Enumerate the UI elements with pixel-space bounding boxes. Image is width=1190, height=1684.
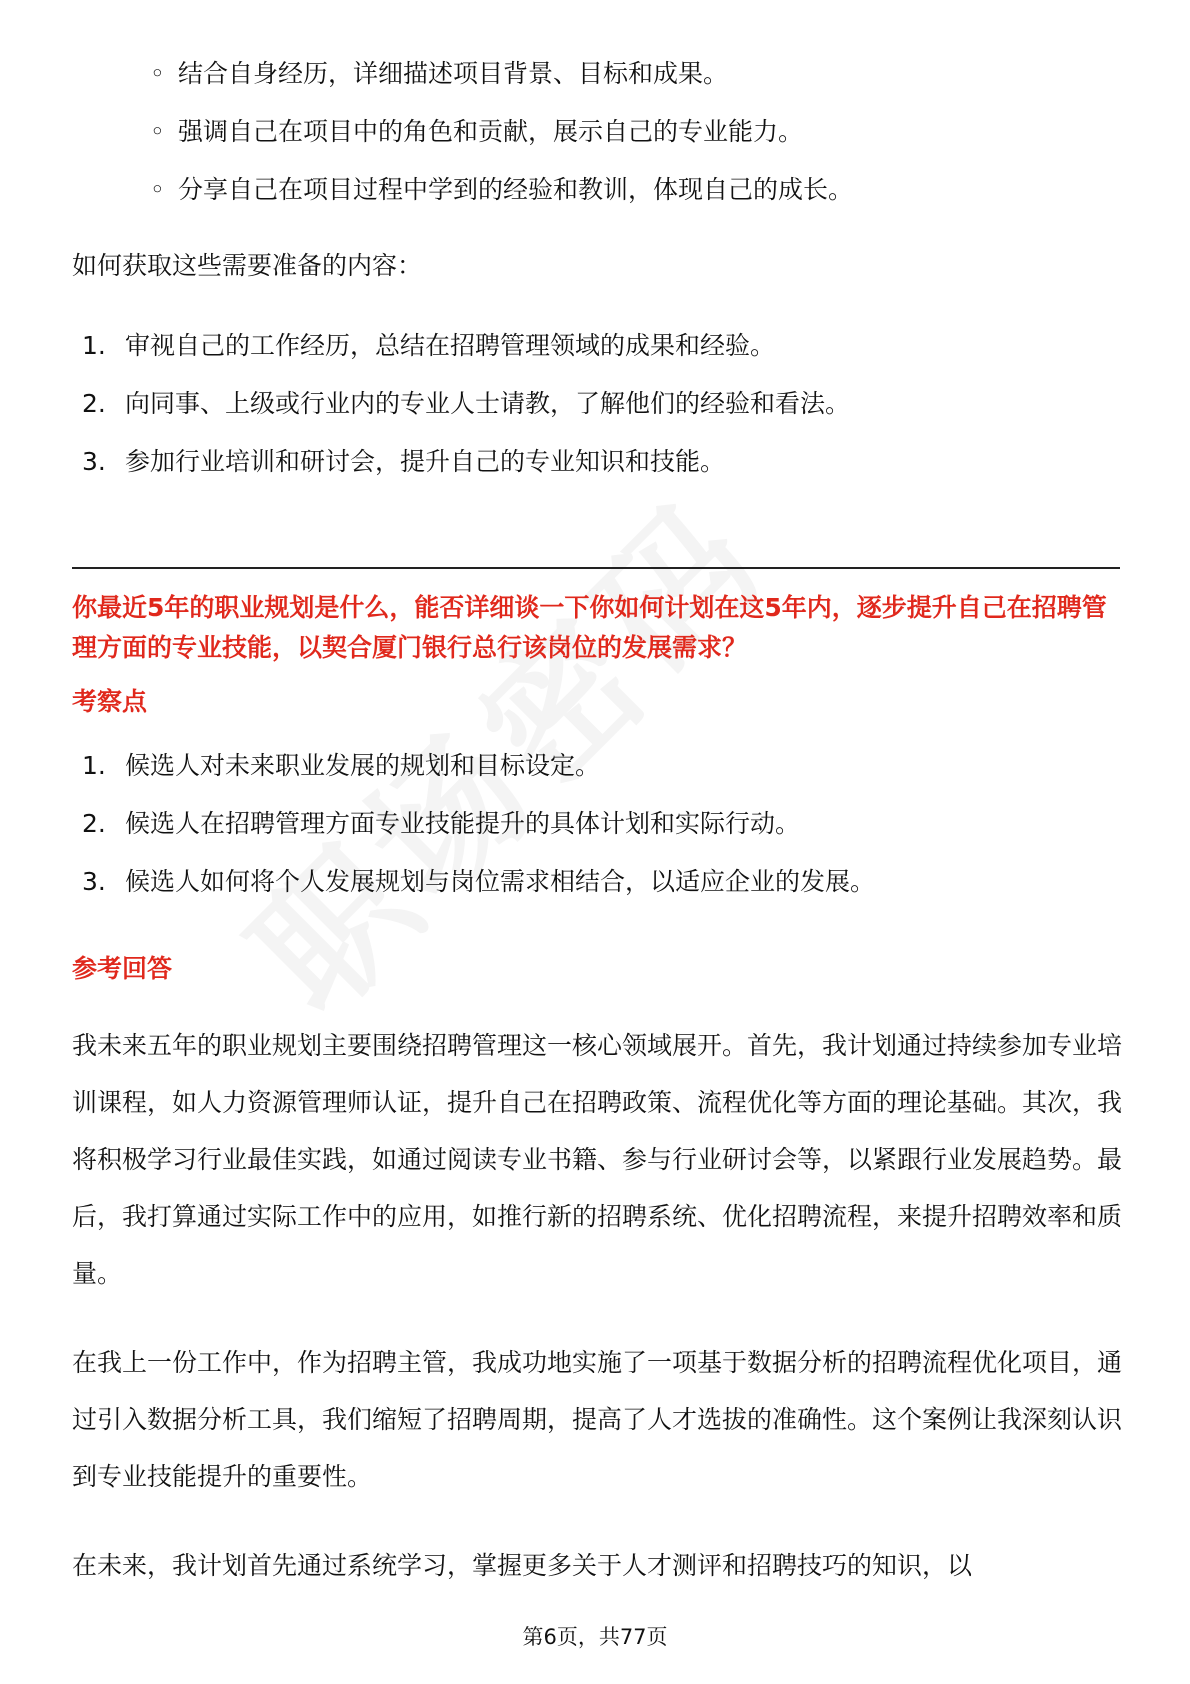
list-item [82, 386, 1102, 422]
list-number: 1. [82, 331, 106, 360]
list-item [82, 328, 1102, 364]
prep-label: 如何获取这些需要准备的内容： [72, 251, 423, 280]
page-footer: 第6页，共77页 [522, 1625, 668, 1649]
list-item-text: 审视自己的工作经历，总结在招聘管理领域的成果和经验。 [125, 331, 776, 360]
bullet-marker: ◦ [150, 59, 165, 88]
prep-list [82, 328, 1102, 502]
list-number: 2. [82, 809, 106, 838]
answer-paragraph: 在未来，我计划首先通过系统学习，掌握更多关于人才测评和招聘技巧的知识，以 [72, 1551, 973, 1580]
list-number: 3. [82, 867, 106, 896]
bullet-marker: ◦ [150, 117, 165, 146]
list-item [82, 748, 1102, 784]
answer-heading: 参考回答 [72, 954, 173, 983]
answer-paragraph: 我未来五年的职业规划主要围绕招聘管理这一核心领域展开。首先，我计划通过持续参加专业培训课程，如人力资源管理师认证，提升自己在招聘政策、流程优化等方面的理论基础。其次，我将积极学习行业最佳实践，如通过阅读专业书籍、参与行业研讨会等，以紧跟行业发展趋势。最后，我打算通过实际工作中的应用，如推行新的招聘系统、优化招聘流程，来提升招聘效率和质量。 [72, 1031, 1123, 1288]
focus-list [82, 748, 1102, 922]
section-divider [72, 567, 1120, 569]
list-item-text: 强调自己在项目中的角色和贡献，展示自己的专业能力。 [178, 117, 804, 146]
list-item-text: 向同事、上级或行业内的专业人士请教，了解他们的经验和看法。 [125, 389, 851, 418]
list-item [82, 806, 1102, 842]
bullet-list [150, 56, 1110, 230]
answer-paragraph: 在我上一份工作中，作为招聘主管，我成功地实施了一项基于数据分析的招聘流程优化项目，通过引入数据分析工具，我们缩短了招聘周期，提高了人才选拔的准确性。这个案例让我深刻认识到专业技能提升的重要性。 [72, 1348, 1123, 1491]
list-item-text: 候选人对未来职业发展的规划和目标设定。 [125, 751, 601, 780]
list-item-text: 候选人在招聘管理方面专业技能提升的具体计划和实际行动。 [125, 809, 801, 838]
bullet-marker: ◦ [150, 175, 165, 204]
list-item-text: 参加行业培训和研讨会，提升自己的专业知识和技能。 [125, 447, 726, 476]
interview-question: 你最近5年的职业规划是什么，能否详细谈一下你如何计划在这5年内，逐步提升自己在招聘管理方面的专业技能，以契合厦门银行总行该岗位的发展需求？ [72, 593, 1107, 662]
list-number: 3. [82, 447, 106, 476]
focus-heading: 考察点 [72, 687, 148, 716]
list-item-text: 结合自身经历，详细描述项目背景、目标和成果。 [178, 59, 729, 88]
list-item [82, 444, 1102, 480]
list-number: 2. [82, 389, 106, 418]
list-item [150, 172, 1110, 208]
list-item [82, 864, 1102, 900]
list-item [150, 114, 1110, 150]
list-number: 1. [82, 751, 106, 780]
list-item-text: 候选人如何将个人发展规划与岗位需求相结合，以适应企业的发展。 [125, 867, 876, 896]
list-item-text: 分享自己在项目过程中学到的经验和教训，体现自己的成长。 [178, 175, 854, 204]
list-item [150, 56, 1110, 92]
